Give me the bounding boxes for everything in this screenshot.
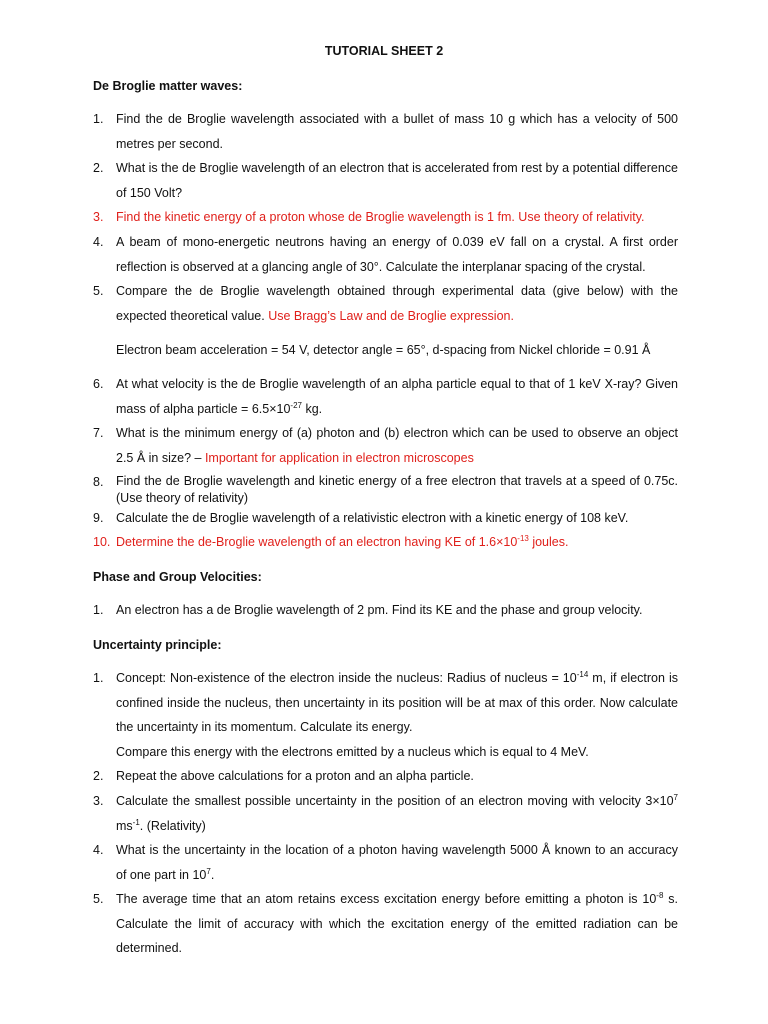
question-text: Find the kinetic energy of a proton whose de Broglie wavelength is 1 fm. Use theory of relativity. [116,210,645,224]
question-text-main: At what velocity is the de Broglie wavelength of an alpha particle equal to that of 1 keV X-ray? Given mass of alpha particle = 6.5×10 [116,377,678,416]
question-text-main: Determine the de-Broglie wavelength of an electron having KE of 1.6×10 [116,535,518,549]
question-number: 10. [93,535,111,549]
question-text [116,421,678,470]
question-text-main: The average time that an atom retains excess excitation energy before emitting a photon is 10 [116,892,657,906]
question-debroglie-2 [93,156,678,205]
exponent: -14 [576,670,589,679]
question-uncertainty-5 [93,887,678,961]
question-uncertainty-4 [93,838,678,887]
question-debroglie-8 [93,470,678,507]
section-heading-uncertainty: Uncertainty principle: [93,638,222,652]
question-phase-1 [93,598,678,623]
exponent: -1 [132,817,140,827]
question-text: Find the de Broglie wavelength associated with a bullet of mass 10 g which has a velocity of 500 metres per second. [116,112,678,151]
question-text-main: Compare the de Broglie wavelength obtained through experimental data (give below) with the expected theoretical value. [116,284,678,323]
question-text [116,789,678,838]
question-text: An electron has a de Broglie wavelength of 2 pm. Find its KE and the phase and group velocity. [116,603,643,617]
question-text [116,838,678,887]
exponent: 7 [673,793,678,802]
question-number: 3. [93,794,104,808]
question-text-tail: s. Calculate the limit of accuracy with which the excitation energy of the emitted radiation can be determined. [116,892,678,955]
question-text: Repeat the above calculations for a proton and an alpha particle. [116,769,474,783]
question-text [116,279,678,328]
question-text-main: What is the minimum energy of (a) photon and (b) electron which can be used to observe an object 2.5 Å in size? – [116,426,678,465]
exponent: -27 [290,400,302,410]
question-number: 2. [93,769,104,783]
question-debroglie-5 [93,279,678,328]
question-number: 4. [93,235,104,249]
question-text-main: Calculate the smallest possible uncertainty in the position of an electron moving with velocity 3×10 [116,794,674,808]
question-debroglie-6 [93,372,678,421]
page-title: TUTORIAL SHEET 2 [324,44,444,58]
question-number: 6. [93,377,104,391]
exponent: 7 [206,866,211,876]
question-uncertainty-2 [93,764,678,789]
question-number: 5. [93,284,104,298]
question-number: 3. [93,210,104,224]
question-text-unit: ms [116,818,133,833]
question-text-main: Concept: Non-existence of the electron inside the nucleus: Radius of nucleus = 10 [116,671,577,685]
question-debroglie-3 [93,205,678,230]
experimental-data-line: Electron beam acceleration = 54 V, detector angle = 65°, d-spacing from Nickel chloride = 0.91 Å [116,343,651,357]
exponent: -8 [656,891,664,900]
question-text [116,666,678,740]
question-text [116,530,678,555]
exponent: -13 [517,534,529,543]
section-heading-phase: Phase and Group Velocities: [93,570,262,584]
question-hint: Important for application in electron microscopes [201,450,474,465]
question-text-tail: kg. [301,401,323,416]
question-debroglie-10 [93,530,678,555]
question-text: Find the de Broglie wavelength and kinetic energy of a free electron that travels at a speed of 0.75c. (Use theory of relativity) [116,474,678,505]
question-number: 8. [93,475,104,489]
question-debroglie-4 [93,230,678,279]
question-text [116,372,678,421]
question-number: 5. [93,892,104,906]
question-number: 9. [93,511,104,525]
question-text-tail: joules. [528,535,569,549]
question-uncertainty-1 [93,666,678,764]
question-number: 7. [93,426,104,440]
question-text: Calculate the de Broglie wavelength of a relativistic electron with a kinetic energy of 108 keV. [116,511,629,525]
question-number: 2. [93,161,104,175]
question-text [116,887,678,961]
question-text-tail: m, if electron is confined inside the nucleus, then uncertainty in its position will be at max of this order. Now calculate the uncertainty in its momentum. Calculate its energy. [116,671,678,734]
question-text-tail: . [210,867,215,882]
question-debroglie-7 [93,421,678,470]
question-number: 4. [93,843,104,857]
question-text-main: What is the uncertainty in the location of a photon having wavelength 5000 Å known to an accuracy of one part in 10 [116,843,678,882]
question-text-extra: Compare this energy with the electrons emitted by a nucleus which is equal to 4 MeV. [116,744,589,759]
question-debroglie-9 [93,506,678,531]
question-text: What is the de Broglie wavelength of an electron that is accelerated from rest by a potential difference of 150 Volt? [116,161,678,200]
question-number: 1. [93,671,104,685]
question-number: 1. [93,603,104,617]
question-hint: Use Bragg’s Law and de Broglie expression. [268,308,514,323]
question-number: 1. [93,112,104,126]
question-text: A beam of mono-energetic neutrons having an energy of 0.039 eV fall on a crystal. A first order reflection is observed at a glancing angle of 30°. Calculate the interplanar spacing of the crystal. [116,235,678,274]
question-debroglie-1 [93,107,678,156]
section-heading-debroglie: De Broglie matter waves: [93,79,243,93]
question-uncertainty-3 [93,789,678,838]
question-text-tail: . (Relativity) [139,818,206,833]
